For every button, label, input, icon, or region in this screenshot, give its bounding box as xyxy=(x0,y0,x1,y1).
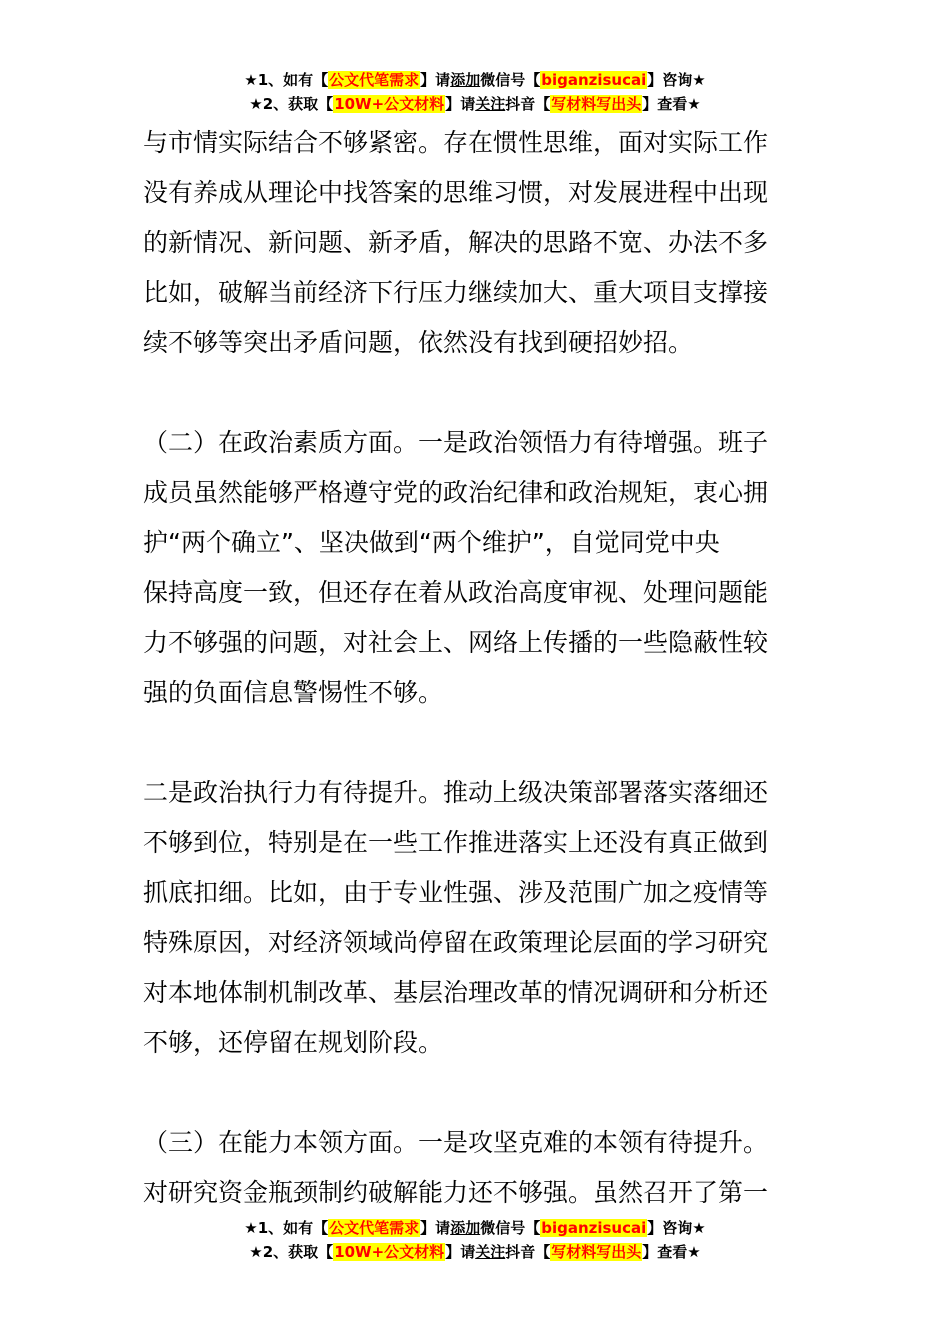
text-line: （二）在政治素质方面。一是政治领悟力有待增强。班子 xyxy=(143,428,769,457)
text-line: 对研究资金瓶颈制约破解能力还不够强。虽然召开了第一 xyxy=(143,1178,769,1207)
banner-line-2: ★2、获取【10W+公文材料】请关注抖音【写材料写出头】查看★ xyxy=(249,95,701,113)
paragraph xyxy=(143,118,823,368)
highlight-materials: 10W+公文材料 xyxy=(334,95,445,113)
highlight-materials: 10W+公文材料 xyxy=(334,1243,445,1261)
paragraph xyxy=(143,418,823,718)
footer-banner xyxy=(0,1216,950,1264)
text-line: 没有养成从理论中找答案的思维习惯，对发展进程中出现 xyxy=(143,178,769,207)
document-body xyxy=(143,118,823,1218)
paragraph-spacer xyxy=(143,368,823,418)
paragraph-spacer xyxy=(143,718,823,768)
text-line: 强的负面信息警惕性不够。 xyxy=(143,678,444,707)
text-line: 比如，破解当前经济下行压力继续加大、重大项目支撑接 xyxy=(143,278,769,307)
highlight-wechat-id: biganzisucai xyxy=(541,1219,647,1237)
highlight-douyin-account: 写材料写出头 xyxy=(551,95,642,113)
highlight-service: 公文代笔需求 xyxy=(329,1219,420,1237)
text-line: 不够到位，特别是在一些工作推进落实上还没有真正做到 xyxy=(143,828,769,857)
text-line: 特殊原因，对经济领域尚停留在政策理论层面的学习研究 xyxy=(143,928,769,957)
highlight-service: 公文代笔需求 xyxy=(329,71,420,89)
banner-line-1: ★1、如有【公文代笔需求】请添加微信号【biganzisucai】咨询★ xyxy=(244,71,706,89)
paragraph-spacer xyxy=(143,1068,823,1118)
header-banner xyxy=(0,68,950,116)
text-line: 力不够强的问题，对社会上、网络上传播的一些隐蔽性较 xyxy=(143,628,769,657)
text-line: 续不够等突出矛盾问题，依然没有找到硬招妙招。 xyxy=(143,328,694,357)
text-line: 保持高度一致，但还存在着从政治高度审视、处理问题能 xyxy=(143,578,769,607)
text-line: 不够，还停留在规划阶段。 xyxy=(143,1028,444,1057)
text-line: 抓底扣细。比如，由于专业性强、涉及范围广加之疫情等 xyxy=(143,878,769,907)
text-line: 护“两个确立”、坚决做到“两个维护”，自觉同党中央 xyxy=(143,528,720,557)
banner-line-2: ★2、获取【10W+公文材料】请关注抖音【写材料写出头】查看★ xyxy=(249,1243,701,1261)
text-line: 与市情实际结合不够紧密。存在惯性思维，面对实际工作 xyxy=(143,128,769,157)
highlight-wechat-id: biganzisucai xyxy=(541,71,647,89)
text-line: 成员虽然能够严格遵守党的政治纪律和政治规矩，衷心拥 xyxy=(143,478,769,507)
text-line: （三）在能力本领方面。一是攻坚克难的本领有待提升。 xyxy=(143,1128,769,1157)
paragraph xyxy=(143,768,823,1068)
text-line: 对本地体制机制改革、基层治理改革的情况调研和分析还 xyxy=(143,978,769,1007)
banner-line-1: ★1、如有【公文代笔需求】请添加微信号【biganzisucai】咨询★ xyxy=(244,1219,706,1237)
text-line: 二是政治执行力有待提升。推动上级决策部署落实落细还 xyxy=(143,778,769,807)
text-line: 的新情况、新问题、新矛盾，解决的思路不宽、办法不多 xyxy=(143,228,769,257)
paragraph xyxy=(143,1118,823,1218)
highlight-douyin-account: 写材料写出头 xyxy=(551,1243,642,1261)
